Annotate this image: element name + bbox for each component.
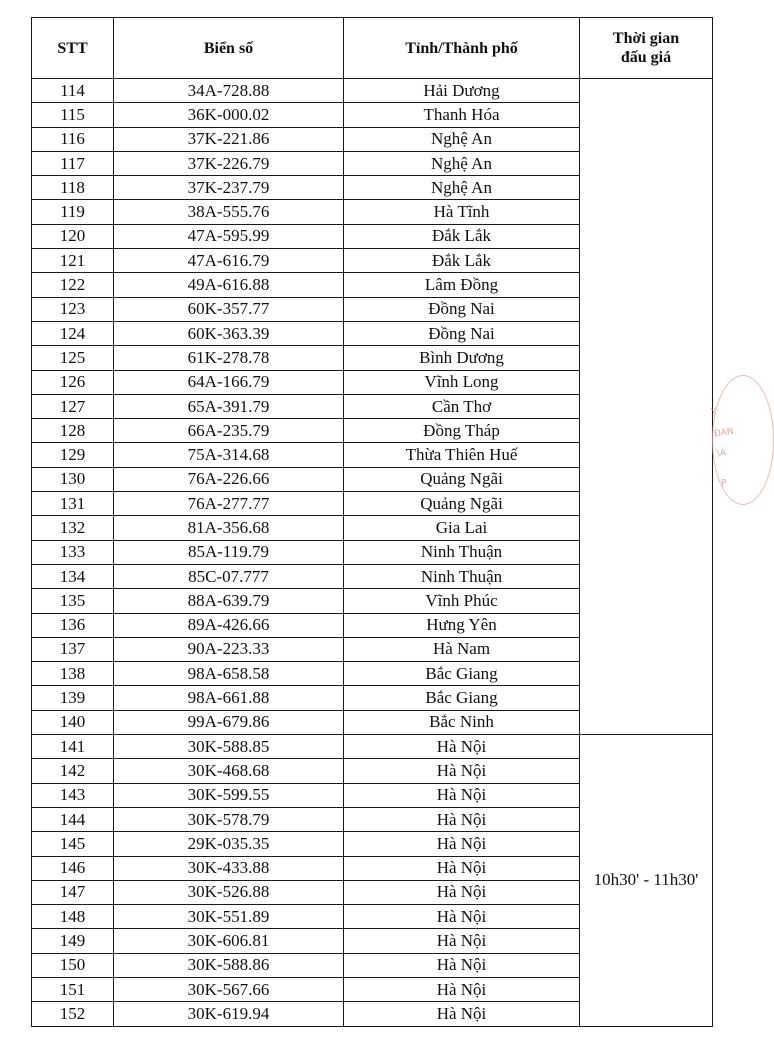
red-seal-stamp (706, 375, 746, 505)
plate-cell: 30K-551.89 (114, 905, 344, 929)
stt-cell: 115 (32, 103, 114, 127)
stt-cell: 128 (32, 419, 114, 443)
plate-cell: 30K-567.66 (114, 977, 344, 1001)
seal-fragment: ĐAN (713, 426, 735, 440)
header-plate: Biển số (114, 18, 344, 79)
province-cell: Nghệ An (344, 176, 580, 200)
plate-cell: 47A-616.79 (114, 249, 344, 273)
province-cell: Hà Nội (344, 856, 580, 880)
stt-cell: 148 (32, 905, 114, 929)
plate-cell: 89A-426.66 (114, 613, 344, 637)
table-row (32, 79, 713, 103)
table-row (32, 735, 713, 759)
stt-cell: 130 (32, 467, 114, 491)
plate-cell: 30K-588.85 (114, 735, 344, 759)
stt-cell: 133 (32, 540, 114, 564)
province-cell: Hà Nội (344, 807, 580, 831)
province-cell: Thừa Thiên Huế (344, 443, 580, 467)
province-cell: Bắc Giang (344, 662, 580, 686)
seal-fragment: Y (710, 407, 718, 418)
plate-cell: 30K-599.55 (114, 783, 344, 807)
stt-cell: 132 (32, 516, 114, 540)
plate-cell: 66A-235.79 (114, 419, 344, 443)
auction-plate-table (31, 17, 713, 1027)
table-body (32, 79, 713, 1027)
province-cell: Vĩnh Phúc (344, 589, 580, 613)
province-cell: Hà Nội (344, 759, 580, 783)
plate-cell: 60K-363.39 (114, 321, 344, 345)
stt-cell: 143 (32, 783, 114, 807)
province-cell: Nghệ An (344, 127, 580, 151)
province-cell: Hà Nội (344, 880, 580, 904)
province-cell: Hưng Yên (344, 613, 580, 637)
province-cell: Hà Nội (344, 1002, 580, 1026)
stt-cell: 124 (32, 321, 114, 345)
province-cell: Đồng Tháp (344, 419, 580, 443)
plate-cell: 30K-526.88 (114, 880, 344, 904)
plate-cell: 36K-000.02 (114, 103, 344, 127)
province-cell: Quảng Ngãi (344, 467, 580, 491)
auction-time-cell (580, 79, 713, 735)
plate-cell: 88A-639.79 (114, 589, 344, 613)
plate-cell: 34A-728.88 (114, 79, 344, 103)
province-cell: Quảng Ngãi (344, 492, 580, 516)
province-cell: Thanh Hóa (344, 103, 580, 127)
plate-cell: 75A-314.68 (114, 443, 344, 467)
plate-cell: 37K-226.79 (114, 151, 344, 175)
stt-cell: 119 (32, 200, 114, 224)
stt-cell: 117 (32, 151, 114, 175)
province-cell: Đồng Nai (344, 321, 580, 345)
plate-cell: 61K-278.78 (114, 346, 344, 370)
province-cell: Lâm Đồng (344, 273, 580, 297)
stt-cell: 142 (32, 759, 114, 783)
plate-cell: 30K-588.86 (114, 953, 344, 977)
stt-cell: 116 (32, 127, 114, 151)
stt-cell: 146 (32, 856, 114, 880)
plate-cell: 64A-166.79 (114, 370, 344, 394)
plate-cell: 90A-223.33 (114, 637, 344, 661)
plate-cell: 98A-658.58 (114, 662, 344, 686)
plate-cell: 30K-578.79 (114, 807, 344, 831)
plate-cell: 76A-226.66 (114, 467, 344, 491)
plate-cell: 60K-357.77 (114, 297, 344, 321)
stt-cell: 114 (32, 79, 114, 103)
seal-fragment: \Á (716, 448, 727, 460)
stt-cell: 125 (32, 346, 114, 370)
plate-cell: 30K-619.94 (114, 1002, 344, 1026)
stt-cell: 120 (32, 224, 114, 248)
province-cell: Hà Nội (344, 929, 580, 953)
province-cell: Hà Nội (344, 905, 580, 929)
stt-cell: 136 (32, 613, 114, 637)
province-cell: Nghệ An (344, 151, 580, 175)
stt-cell: 139 (32, 686, 114, 710)
stt-cell: 123 (32, 297, 114, 321)
stt-cell: 152 (32, 1002, 114, 1026)
province-cell: Bắc Ninh (344, 710, 580, 734)
stt-cell: 147 (32, 880, 114, 904)
plate-cell: 49A-616.88 (114, 273, 344, 297)
header-province: Tỉnh/Thành phố (344, 18, 580, 79)
province-cell: Hà Nội (344, 832, 580, 856)
province-cell: Đồng Nai (344, 297, 580, 321)
stt-cell: 151 (32, 977, 114, 1001)
header-stt: STT (32, 18, 114, 79)
plate-cell: 30K-606.81 (114, 929, 344, 953)
plate-cell: 85A-119.79 (114, 540, 344, 564)
auction-time-cell: 10h30' - 11h30' (580, 735, 713, 1027)
plate-cell: 65A-391.79 (114, 394, 344, 418)
stt-cell: 140 (32, 710, 114, 734)
province-cell: Hà Nội (344, 735, 580, 759)
province-cell: Đắk Lắk (344, 249, 580, 273)
stt-cell: 126 (32, 370, 114, 394)
plate-cell: 81A-356.68 (114, 516, 344, 540)
province-cell: Vĩnh Long (344, 370, 580, 394)
plate-cell: 37K-237.79 (114, 176, 344, 200)
plate-cell: 29K-035.35 (114, 832, 344, 856)
province-cell: Hà Nội (344, 977, 580, 1001)
stt-cell: 121 (32, 249, 114, 273)
plate-cell: 47A-595.99 (114, 224, 344, 248)
stt-cell: 135 (32, 589, 114, 613)
stt-cell: 138 (32, 662, 114, 686)
table-header (32, 18, 713, 79)
province-cell: Hải Dương (344, 79, 580, 103)
province-cell: Hà Nội (344, 953, 580, 977)
province-cell: Đắk Lắk (344, 224, 580, 248)
province-cell: Bắc Giang (344, 686, 580, 710)
seal-fragment: P (720, 478, 728, 489)
province-cell: Hà Nam (344, 637, 580, 661)
province-cell: Hà Tĩnh (344, 200, 580, 224)
stt-cell: 141 (32, 735, 114, 759)
province-cell: Cần Thơ (344, 394, 580, 418)
plate-cell: 37K-221.86 (114, 127, 344, 151)
province-cell: Hà Nội (344, 783, 580, 807)
stt-cell: 122 (32, 273, 114, 297)
stt-cell: 137 (32, 637, 114, 661)
province-cell: Gia Lai (344, 516, 580, 540)
header-time: Thời gian đấu giá (580, 18, 713, 79)
province-cell: Ninh Thuận (344, 540, 580, 564)
plate-cell: 30K-433.88 (114, 856, 344, 880)
plate-cell: 85C-07.777 (114, 564, 344, 588)
stt-cell: 145 (32, 832, 114, 856)
province-cell: Ninh Thuận (344, 564, 580, 588)
plate-cell: 30K-468.68 (114, 759, 344, 783)
plate-cell: 98A-661.88 (114, 686, 344, 710)
plate-cell: 76A-277.77 (114, 492, 344, 516)
stt-cell: 127 (32, 394, 114, 418)
header-row (32, 18, 713, 79)
stt-cell: 129 (32, 443, 114, 467)
stt-cell: 144 (32, 807, 114, 831)
stt-cell: 131 (32, 492, 114, 516)
plate-cell: 38A-555.76 (114, 200, 344, 224)
stt-cell: 150 (32, 953, 114, 977)
stt-cell: 149 (32, 929, 114, 953)
stt-cell: 134 (32, 564, 114, 588)
plate-cell: 99A-679.86 (114, 710, 344, 734)
province-cell: Bình Dương (344, 346, 580, 370)
stt-cell: 118 (32, 176, 114, 200)
